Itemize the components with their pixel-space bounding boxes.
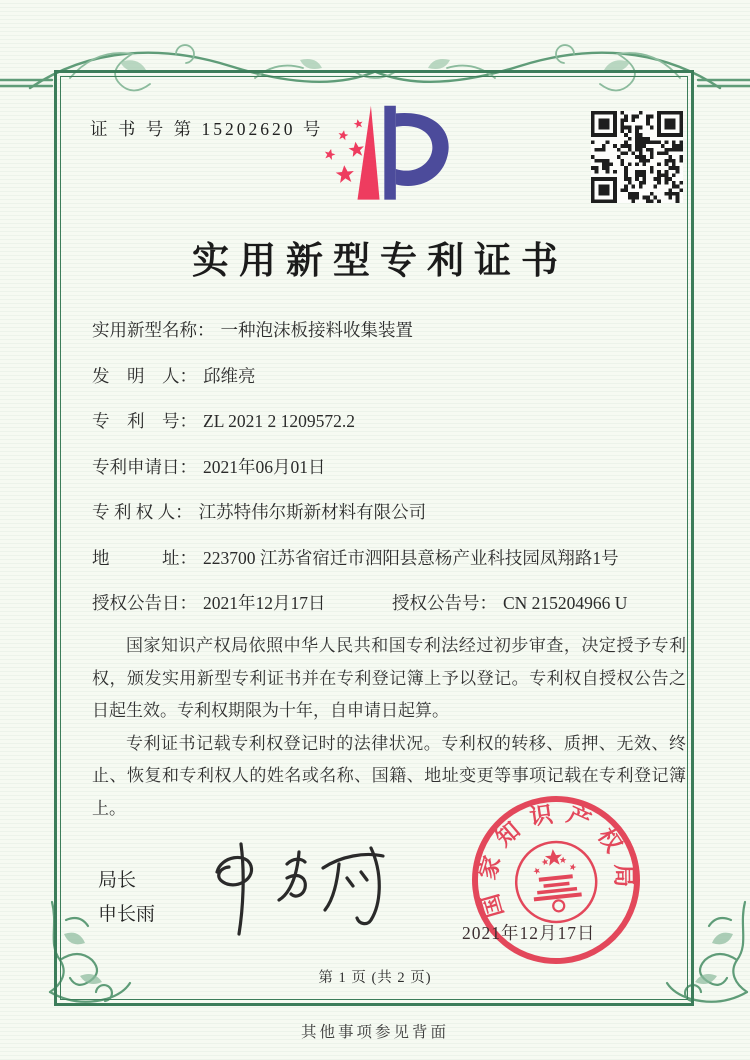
field-label: 实用新型名称：: [92, 320, 215, 340]
field-row: [92, 362, 680, 390]
field-value: CN 215204966 U: [503, 593, 628, 613]
field-row: [92, 544, 680, 572]
field-label: 专利申请日：: [92, 456, 197, 477]
field-label: 授权公告日：: [92, 593, 197, 613]
field-value: 邱维亮: [203, 365, 256, 386]
field-value: 2021年06月01日: [203, 456, 326, 477]
legal-paragraph: 专利证书记载专利权登记时的法律状况。专利权的转移、质押、无效、终止、恢复和专利权人的姓名或名称、国籍、地址变更等事项记载在专利登记簿上。: [92, 733, 686, 818]
field-list: [92, 316, 680, 617]
field-value: ZL 2021 2 1209572.2: [203, 411, 355, 431]
field-value: 江苏特伟尔斯新材料有限公司: [198, 502, 427, 522]
field-value: 2021年12月17日: [203, 593, 326, 613]
signer-title: 局长: [98, 870, 137, 891]
certificate-title: 实用新型专利证书: [192, 241, 568, 282]
grant-row: [92, 589, 680, 617]
field-label: 地 址：: [92, 547, 197, 568]
certificate-number: 证 书 号 第 15202620 号: [90, 119, 324, 139]
legal-paragraph: 国家知识产权局依照中华人民共和国专利法经过初步审查，决定授予专利权，颁发实用新型专利证书并在专利登记簿上予以登记。专利权自授权公告之日起生效。专利权期限为十年，自申请日起算。: [92, 636, 686, 720]
cnipa-logo-icon: [303, 100, 458, 215]
field-row: [92, 407, 680, 435]
field-row: [92, 316, 680, 344]
officer-block: [98, 864, 155, 932]
page-number: 第 1 页 (共 2 页): [318, 970, 432, 986]
field-row: [92, 498, 680, 526]
field-label: 发 明 人：: [92, 365, 197, 386]
qr-code: [591, 111, 683, 203]
field-label: 专 利 号：: [92, 411, 197, 431]
grant-date-pair: [92, 589, 392, 617]
seal-text: 国家知识产权局: [474, 800, 637, 921]
grant-number-pair: [392, 589, 627, 617]
signature-icon: [195, 834, 405, 939]
official-seal-icon: [457, 781, 655, 979]
field-row: [92, 453, 680, 481]
field-label: 授权公告号：: [392, 593, 497, 613]
signer-name: 申长雨: [98, 904, 156, 925]
field-value: 223700 江苏省宿迁市泗阳县意杨产业科技园凤翔路1号: [203, 547, 619, 568]
seal-date: 2021年12月17日: [462, 923, 596, 943]
field-label: 专 利 权 人：: [92, 502, 193, 522]
field-value: 一种泡沫板接料收集装置: [220, 320, 413, 340]
back-note: 其他事项参见背面: [300, 1024, 449, 1041]
